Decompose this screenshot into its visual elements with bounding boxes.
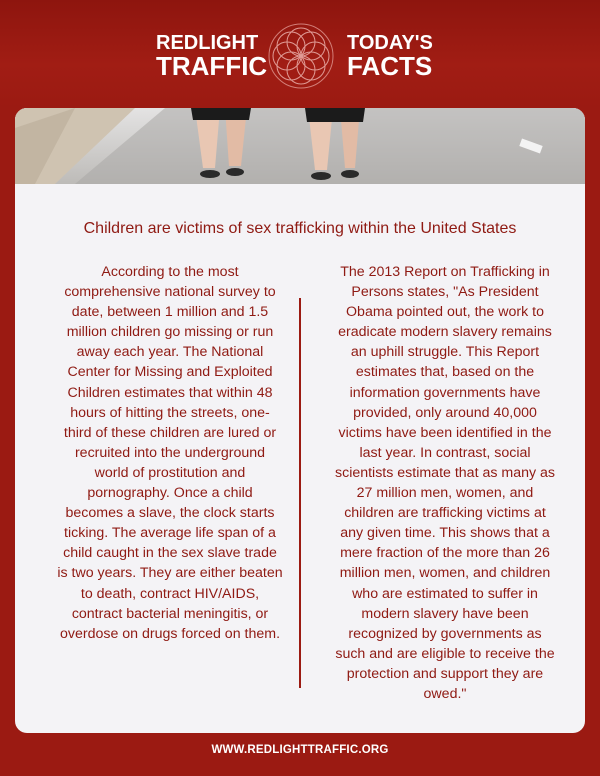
section-title: [347, 33, 433, 79]
brand-name: [156, 33, 267, 79]
left-paragraph: According to the most comprehensive national survey to date, between 1 million and 1.5 million children go missing or run away each year. The National Center for Missing and Exploited Children estimates that within 48 hours of hitting the streets, one-third of these children are lured or recruited into the underground world of prostitution and pornography. Once a child becomes a slave, the clock starts ticking. The average life span of a child caught in the sex slave trade is two years. They are either beaten to death, contract HIV/AIDS, contract bacterial meningitis, or overdose on drugs forced on them.: [57, 264, 283, 642]
section-title-line1: TODAY'S: [347, 32, 433, 54]
right-paragraph: The 2013 Report on Trafficking in Persons states, "As President Obama pointed out, the work to eradicate modern slavery remains an uphill struggle. This Report estimates that, based on the information governments have provided, only around 40,000 victims have been identified in the last year. In contrast, social scientists estimate that as many as 27 million men, women, and children are trafficking victims at any given time. This shows that a mere fraction of the more than 26 million men, women, and children who are estimated to suffer in modern slavery have been recognized by governments as such and are eligible to receive the protection and support they are owed.": [335, 264, 555, 702]
road-photo: [15, 108, 585, 184]
rosette-logo-icon: [267, 22, 335, 90]
header-banner: [0, 0, 600, 108]
column-divider: [299, 298, 301, 688]
brand-name-line2: TRAFFIC: [156, 51, 268, 81]
headline: Children are victims of sex trafficking within the United States: [83, 220, 517, 237]
content-card: [15, 108, 585, 733]
brand-name-line1: REDLIGHT: [156, 32, 259, 54]
section-title-line2: FACTS: [347, 51, 433, 81]
footer-url[interactable]: WWW.REDLIGHTTRAFFIC.ORG: [211, 744, 389, 756]
